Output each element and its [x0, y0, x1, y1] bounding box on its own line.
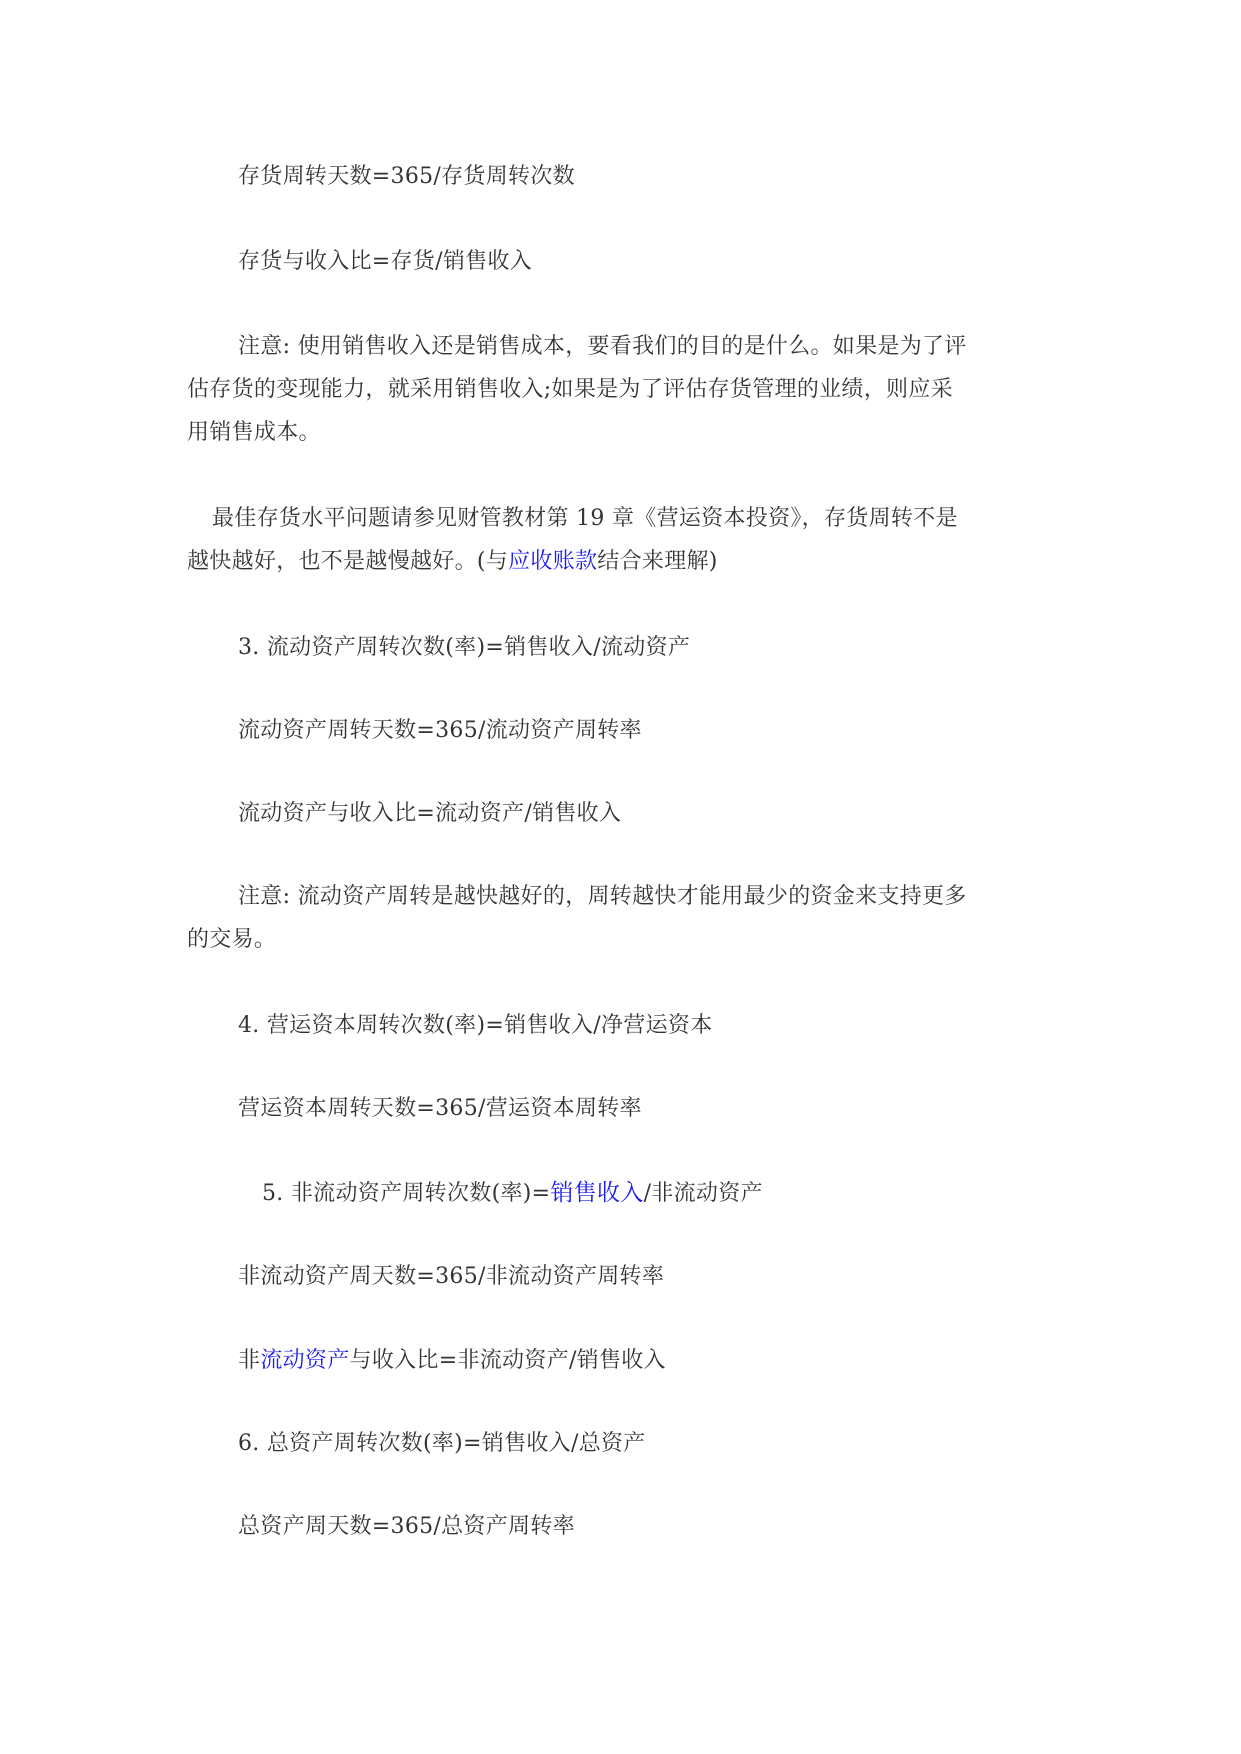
note-paragraph-line-3: 用销售成本。: [187, 420, 321, 445]
inventory-days-formula: 存货周转天数=365/存货周转次数: [238, 164, 575, 189]
sales-revenue-link[interactable]: 销售收入: [550, 1180, 644, 1206]
optimal-inventory-text-pre: 越快越好，也不是越慢越好。(与: [187, 549, 509, 574]
note-paragraph-line-1: 注意: 使用销售收入还是销售成本，要看我们的目的是什么。如果是为了评: [238, 334, 967, 359]
noncurrent-assets-days-formula: 非流动资产周天数=365/非流动资产周转率: [238, 1264, 665, 1289]
working-capital-days-formula: 营运资本周转天数=365/营运资本周转率: [238, 1096, 642, 1121]
inventory-revenue-ratio-formula: 存货与收入比=存货/销售收入: [238, 249, 533, 274]
total-assets-days-formula: 总资产周天数=365/总资产周转率: [238, 1514, 575, 1539]
noncurrent-assets-revenue-ratio-formula: [238, 1346, 666, 1376]
current-assets-turnover-formula: 3. 流动资产周转次数(率)=销售收入/流动资产: [238, 635, 691, 660]
current-assets-link[interactable]: 流动资产: [260, 1348, 350, 1373]
noncurrent-assets-turnover-formula: [262, 1178, 763, 1209]
noncurrent-turnover-text-post: /非流动资产: [643, 1181, 763, 1206]
optimal-inventory-line-1: 最佳存货水平问题请参见财管教材第 19 章《营运资本投资》，存货周转不是: [212, 506, 958, 531]
note2-line-1: 注意: 流动资产周转是越快越好的，周转越快才能用最少的资金来支持更多: [238, 884, 967, 909]
total-assets-turnover-formula: 6. 总资产周转次数(率)=销售收入/总资产: [238, 1431, 646, 1456]
working-capital-turnover-formula: 4. 营运资本周转次数(率)=销售收入/净营运资本: [238, 1013, 713, 1038]
current-assets-revenue-ratio-formula: 流动资产与收入比=流动资产/销售收入: [238, 801, 622, 826]
current-assets-days-formula: 流动资产周转天数=365/流动资产周转率: [238, 718, 642, 743]
noncurrent-turnover-text-pre: 5. 非流动资产周转次数(率)=: [262, 1181, 551, 1206]
accounts-receivable-link[interactable]: 应收账款: [508, 549, 598, 574]
optimal-inventory-text-post: 结合来理解): [597, 549, 718, 574]
note-paragraph-line-2: 估存货的变现能力，就采用销售收入;如果是为了评估存货管理的业绩，则应采: [187, 377, 953, 402]
note2-line-2: 的交易。: [187, 927, 277, 952]
noncurrent-ratio-text-post: 与收入比=非流动资产/销售收入: [349, 1348, 666, 1373]
noncurrent-ratio-text-pre: 非: [238, 1348, 261, 1373]
optimal-inventory-line-2: [187, 547, 718, 577]
